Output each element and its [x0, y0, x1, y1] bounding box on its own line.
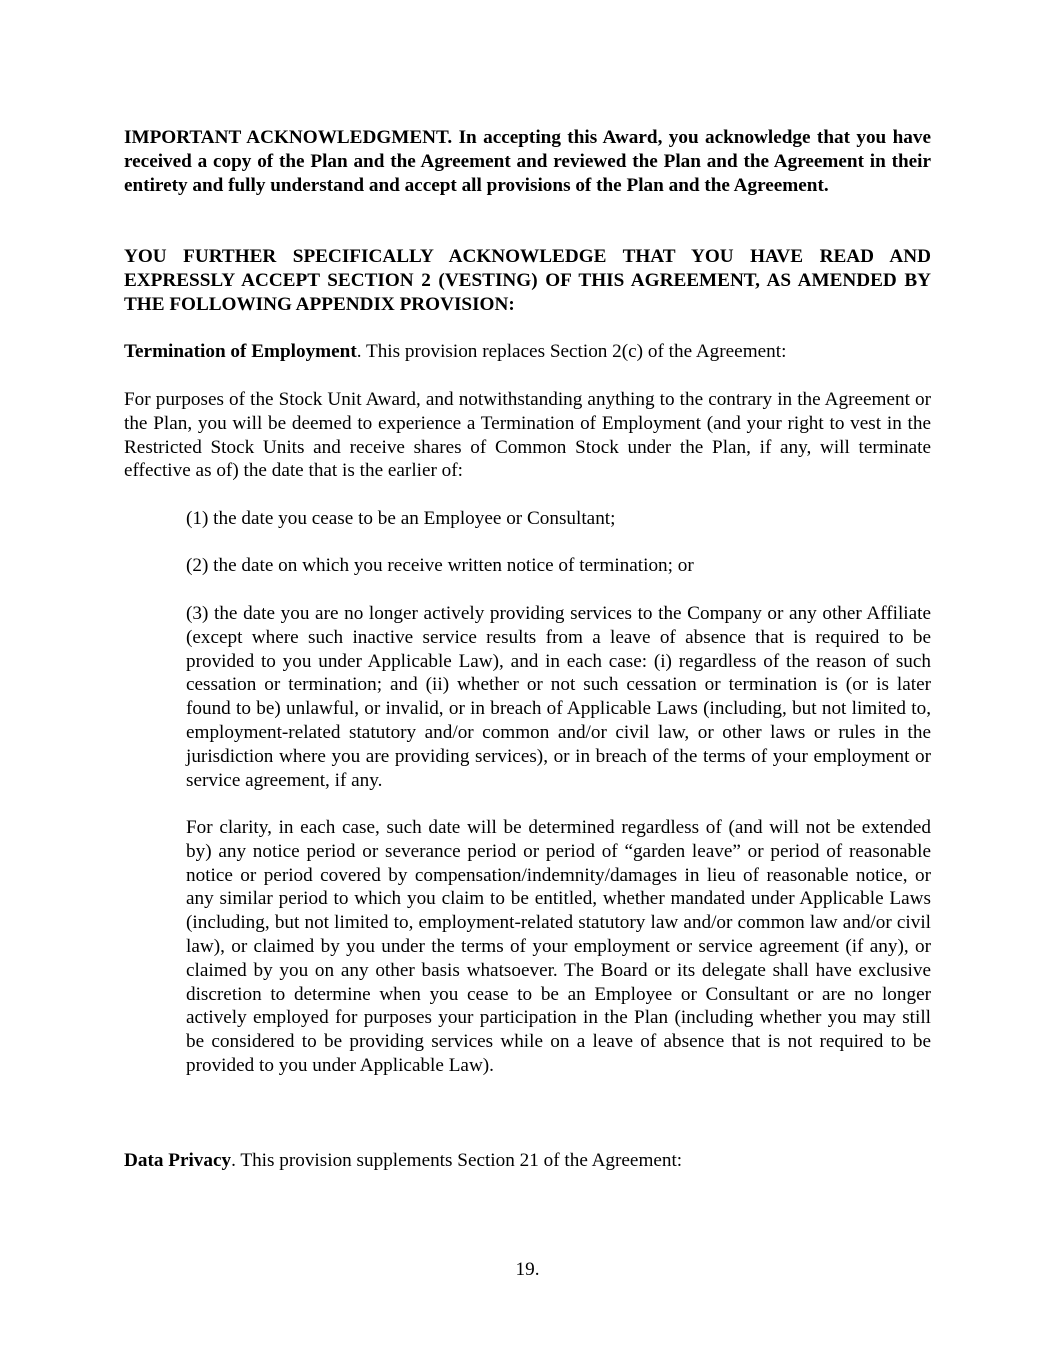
specific-acknowledgment: YOU FURTHER SPECIFICALLY ACKNOWLEDGE THAT YOU HAVE READ AND EXPRESSLY ACCEPT SECTION 2 (VESTING) OF THIS AGREEMENT, AS AMENDED BY THE FOLLOWING APPENDIX PROVISION:: [124, 246, 931, 315]
termination-item-2: (2) the date on which you receive written notice of termination; or: [186, 555, 694, 576]
termination-clarity: For clarity, in each case, such date will be determined regardless of (and will not be extended by) any notice period or severance period or period of “garden leave” or period of reasonable notice or period covered by compensation/indemnity/damages in lieu of reasonable notice, or any similar period to which you claim to be entitled, whether mandated under Applicable Laws (including, but not limited to, employment-related statutory law and/or common law and/or civil law), or claimed by you under the terms of your employment or service agreement (if any), or claimed by you on any other basis whatsoever. The Board or its delegate shall have exclusive discretion to determine when you cease to be an Employee or Consultant or are no longer actively employed for purposes your participation in the Plan (including whether you may still be considered to be providing services while on a leave of absence that is not required to be provided to you under Applicable Law).: [186, 817, 931, 1076]
termination-body: For purposes of the Stock Unit Award, and notwithstanding anything to the contrary in the Agreement or the Plan, you will be deemed to experience a Termination of Employment (and your right to vest in the Restricted Stock Units and receive shares of Common Stock under the Plan, if any, will terminate effective as of) the date that is the earlier of:: [124, 389, 931, 482]
termination-intro: . This provision replaces Section 2(c) of the Agreement:: [356, 341, 787, 362]
data-privacy-intro: . This provision supplements Section 21 of the Agreement:: [231, 1150, 683, 1171]
data-privacy-heading: Data Privacy: [124, 1150, 232, 1171]
termination-heading: Termination of Employment: [124, 341, 357, 362]
termination-item-3: (3) the date you are no longer actively providing services to the Company or any other Affiliate (except where such inactive service results from a leave of absence that is required to be provided to you under Applicable Law), and in each case: (i) regardless of the reason of such cessation or termination; and (ii) whether or not such cessation or termination is (or is later found to be) unlawful, or invalid, or in breach of Applicable Laws (including, but not limited to, employment-related statutory and/or common and/or civil law, or other laws or rules in the jurisdiction where you are providing services), or in breach of the terms of your employment or service agreement, if any.: [186, 603, 931, 791]
page-number: 19.: [515, 1259, 540, 1280]
termination-heading-paragraph: [124, 340, 931, 364]
termination-item-1: (1) the date you cease to be an Employee or Consultant;: [186, 508, 616, 529]
important-acknowledgment: IMPORTANT ACKNOWLEDGMENT. In accepting this Award, you acknowledge that you have received a copy of the Plan and the Agreement and reviewed the Plan and the Agreement in their entirety and fully understand and accept all provisions of the Plan and the Agreement.: [124, 127, 931, 196]
data-privacy-heading-paragraph: [124, 1149, 931, 1173]
